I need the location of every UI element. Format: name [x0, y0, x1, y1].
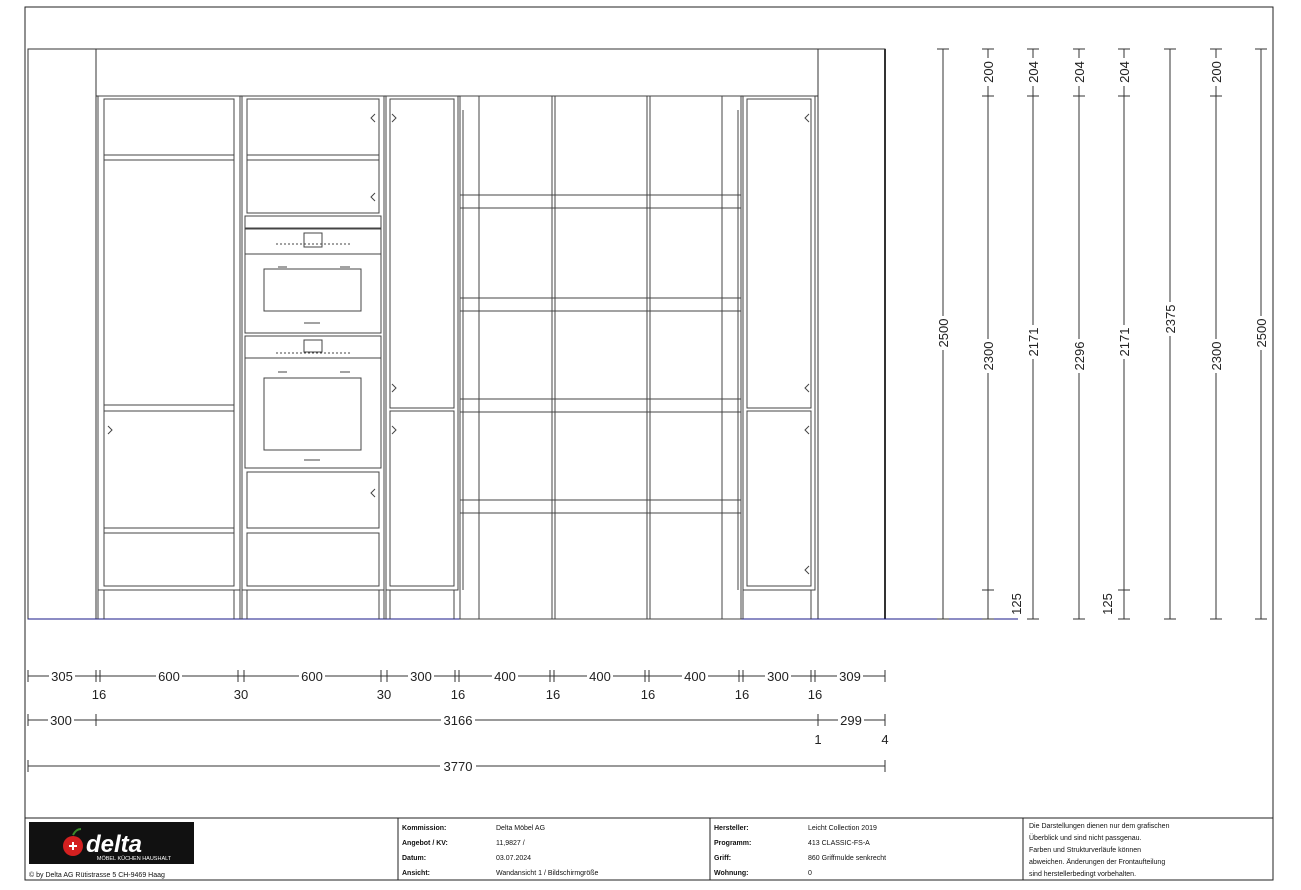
- field-value: 11,9827 /: [496, 840, 525, 847]
- open-shelf-units: [460, 96, 741, 619]
- gap-label: 16: [640, 687, 656, 702]
- dim-label: 2296: [1072, 341, 1087, 371]
- dim-label: 2375: [1163, 304, 1178, 334]
- disclaimer-line: abweichen. Änderungen der Frontaufteilung: [1029, 859, 1166, 866]
- height-dimension-labels: [935, 58, 1269, 615]
- dim-label: 3166: [443, 713, 473, 728]
- tall-cabinet-ovens: [242, 96, 384, 619]
- dim-label: 300: [767, 669, 789, 684]
- field-label: Griff:: [714, 855, 732, 862]
- tall-cabinet-left: [98, 96, 240, 619]
- copyright-text: © by Delta AG Rütistrasse 5 CH-9469 Haag: [29, 872, 165, 879]
- dim-label: 125: [1100, 593, 1115, 615]
- dim-label: 2300: [1209, 341, 1224, 371]
- gap-label: 1: [814, 732, 822, 747]
- tall-cabinet-narrow-right: [743, 96, 815, 619]
- dim-label: 600: [158, 669, 180, 684]
- disclaimer-line: Farben und Strukturverläufe können: [1029, 847, 1142, 854]
- field-label: Angebot / KV:: [402, 840, 448, 847]
- title-block: [29, 818, 1170, 880]
- disclaimer-line: Die Darstellungen dienen nur dem grafischen: [1029, 823, 1170, 830]
- dim-label: 299: [840, 713, 862, 728]
- dim-label: 204: [1026, 61, 1041, 83]
- logo-wordmark: delta: [86, 831, 143, 858]
- height-dimensions: [937, 49, 1267, 619]
- gap-label: 16: [545, 687, 561, 702]
- dim-label: 200: [1209, 61, 1224, 83]
- dim-label: 2300: [981, 341, 996, 371]
- disclaimer-line: sind herstellerbedingt vorbehalten.: [1029, 871, 1137, 878]
- dim-label: 400: [494, 669, 516, 684]
- dim-label: 300: [410, 669, 432, 684]
- field-label: Ansicht:: [402, 870, 430, 877]
- dim-label: 200: [981, 61, 996, 83]
- dim-label: 2171: [1026, 327, 1041, 357]
- dim-label: 309: [839, 669, 861, 684]
- dim-label: 2500: [1254, 318, 1269, 348]
- gap-label: 30: [233, 687, 249, 702]
- tall-cabinet-narrow-left: [386, 96, 458, 619]
- field-value: 860 Griffmulde senkrecht: [808, 855, 887, 862]
- field-label: Wohnung:: [714, 870, 749, 877]
- gap-label: 4: [881, 732, 889, 747]
- total-width-label: 3770: [443, 759, 473, 774]
- dim-label: 305: [51, 669, 73, 684]
- dim-label: 400: [589, 669, 611, 684]
- width-dimension-labels: [48, 668, 889, 774]
- field-label: Hersteller:: [714, 825, 749, 832]
- dim-label: 400: [684, 669, 706, 684]
- dim-label: 300: [50, 713, 72, 728]
- field-label: Datum:: [402, 855, 427, 862]
- gap-label: 30: [376, 687, 392, 702]
- gap-label: 16: [734, 687, 750, 702]
- field-value: 03.07.2024: [496, 855, 532, 862]
- field-label: Kommission:: [402, 825, 447, 832]
- field-label: Programm:: [714, 840, 752, 847]
- dim-label: 2500: [936, 318, 951, 348]
- field-value: Wandansicht 1 / Bildschirmgröße: [496, 870, 599, 877]
- sheet-frame: [25, 7, 1273, 880]
- dim-label: 2171: [1117, 327, 1132, 357]
- field-value: Delta Möbel AG: [496, 825, 546, 832]
- field-value: Leicht Collection 2019: [808, 825, 877, 832]
- dim-label: 125: [1009, 593, 1024, 615]
- gap-label: 16: [450, 687, 466, 702]
- disclaimer-line: Überblick und sind nicht passgenau.: [1029, 835, 1142, 842]
- dim-label: 204: [1117, 61, 1132, 83]
- logo-tagline: MÖBEL KÜCHEN HAUSHALT: [96, 856, 172, 862]
- field-value: 0: [808, 870, 812, 877]
- field-value: 413 CLASSIC-FS-A: [808, 840, 870, 847]
- dim-label: 600: [301, 669, 323, 684]
- gap-label: 16: [91, 687, 107, 702]
- gap-label: 16: [807, 687, 823, 702]
- dim-label: 204: [1072, 61, 1087, 83]
- delta-logo: [29, 822, 194, 864]
